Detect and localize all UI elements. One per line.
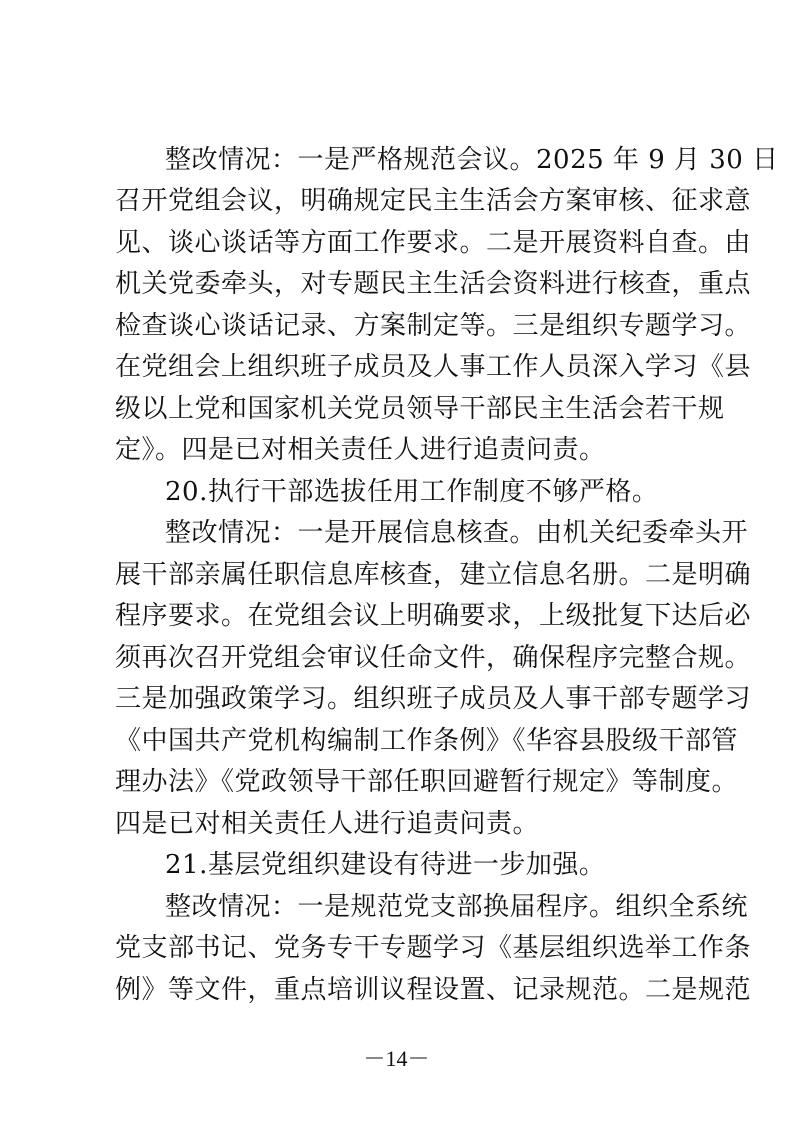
text-line: 整改情况：一是严格规范会议。2025 年 9 月 30 日	[165, 145, 779, 175]
text-line: 机关党委牵头，对专题民主生活会资料进行核查，重点	[115, 269, 752, 299]
section-heading: 21.基层党组织建设有待进一步加强。	[165, 850, 606, 880]
text-line: 《中国共产党机构编制工作条例》《华容县股级干部管	[115, 726, 739, 756]
text-line: 召开党组会议，明确规定民主生活会方案审核、征求意	[115, 186, 752, 216]
text-line: 理办法》《党政领导干部任职回避暂行规定》等制度。	[115, 767, 739, 797]
text-line: 整改情况：一是规范党支部换届程序。组织全系统	[165, 892, 749, 922]
text-line: 在党组会上组织班子成员及人事工作人员深入学习《县	[115, 352, 752, 382]
text-line: 整改情况：一是开展信息核查。由机关纪委牵头开	[165, 518, 749, 548]
text-line: 展干部亲属任职信息库核查，建立信息名册。二是明确	[115, 560, 752, 590]
text-line: 三是加强政策学习。组织班子成员及人事干部专题学习	[115, 684, 752, 714]
text-line: 党支部书记、党务专干专题学习《基层组织选举工作条	[115, 933, 752, 963]
text-line: 四是已对相关责任人进行追责问责。	[115, 809, 540, 839]
text-line: 须再次召开党组会审议任命文件，确保程序完整合规。	[115, 643, 752, 673]
text-line: 定》。四是已对相关责任人进行追责问责。	[115, 435, 606, 465]
text-line: 检查谈心谈话记录、方案制定等。三是组织专题学习。	[115, 311, 752, 341]
text-line: 例》等文件，重点培训议程设置、记录规范。二是规范	[115, 975, 752, 1005]
section-heading: 20.执行干部选拔任用工作制度不够严格。	[165, 477, 659, 507]
text-line: 程序要求。在党组会议上明确要求，上级批复下达后必	[115, 601, 752, 631]
page-number: －14－	[363, 1046, 430, 1071]
text-line: 见、谈心谈话等方面工作要求。二是开展资料自查。由	[115, 228, 752, 258]
text-line: 级以上党和国家机关党员领导干部民主生活会若干规	[115, 394, 725, 424]
